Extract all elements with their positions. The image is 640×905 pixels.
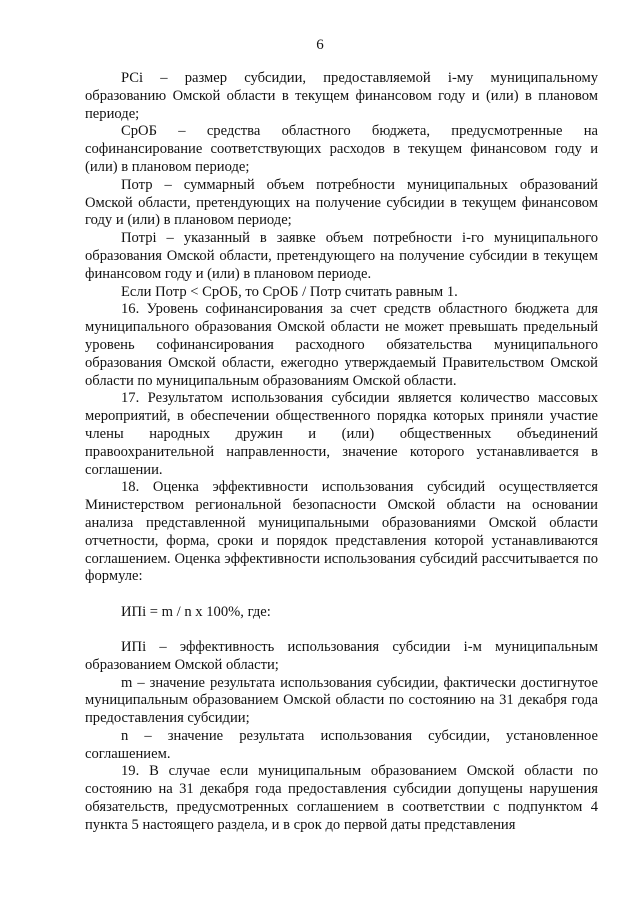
paragraph-m-definition: m – значение результата использования субсидии, фактически достигнутое муниципальным образованием Омской области по состоянию на 31 декабря года предоставления субсидии;	[85, 674, 598, 727]
paragraph-item-19: 19. В случае если муниципальным образованием Омской области по состоянию на 31 декабря года предоставления субсидии допущены нарушения обязательств, предусмотренных соглашением в соответствии с подпунктом 4 пункта 5 настоящего раздела, и в срок до первой даты представления	[85, 763, 598, 833]
paragraph-item-18: 18. Оценка эффективности использования субсидий осуществляется Министерством региональной безопасности Омской области на основании анализа представленной муниципальными образованиями Омской области отчетности, форма, сроки и порядок представления которой устанавливаются соглашением. Оценка эффективности использования субсидий рассчитывается по формуле:	[85, 479, 598, 585]
paragraph-rsi-definition: РСi – размер субсидии, предоставляемой i-му муниципальному образованию Омской области в текущем финансовом году и (или) в плановом периоде;	[85, 70, 598, 122]
paragraph-item-16: 16. Уровень софинансирования за счет средств областного бюджета для муниципального образования Омской области не может превышать предельный уровень софинансирования расходного обязательства муниципального образования Омской области, ежегодно утверждаемый Правительством Омской области по муниципальным образованиям Омской области.	[85, 301, 598, 389]
paragraph-item-17: 17. Результатом использования субсидии является количество массовых мероприятий, в обеспечении общественного порядка которых приняли участие члены народных дружин и (или) общественных объединений правоохранительной направленности, значение которого устанавливается в соглашении.	[85, 390, 598, 478]
formula-line: ИПi = m / n x 100%, где:	[121, 604, 271, 621]
paragraph-potr-definition: Потр – суммарный объем потребности муниципальных образований Омской области, претендующих на получение субсидии в текущем финансовом году и (или) в плановом периоде;	[85, 176, 598, 229]
paragraph-potr-condition: Если Потр < СрОБ, то СрОБ / Потр считать равным 1.	[121, 283, 458, 300]
document-body	[85, 70, 598, 835]
paragraph-ipi-definition: ИПi – эффективность использования субсидии i-м муниципальным образованием Омской области;	[85, 638, 598, 673]
paragraph-n-definition: n – значение результата использования субсидии, установленное соглашением.	[85, 727, 598, 762]
paragraph-srob-definition: СрОБ – средства областного бюджета, предусмотренные на софинансирование соответствующих расходов в текущем финансовом году и (или) в плановом периоде;	[85, 123, 598, 175]
page-number: 6	[316, 37, 324, 53]
paragraph-potri-definition: Потрi – указанный в заявке объем потребности i-го муниципального образования Омской области, претендующего на получение субсидии в текущем финансовом году и (или) в плановом периоде.	[85, 230, 598, 282]
